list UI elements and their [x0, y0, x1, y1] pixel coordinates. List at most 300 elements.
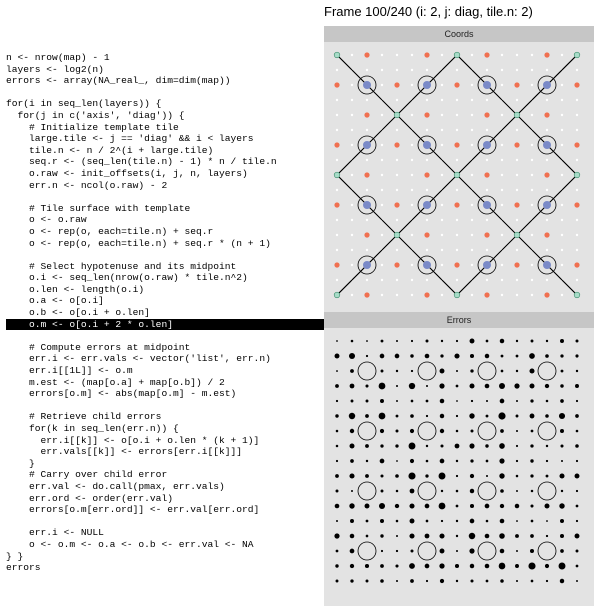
error-point [576, 520, 578, 522]
grid-dot [561, 144, 563, 146]
grid-dot [561, 234, 563, 236]
grid-dot [471, 294, 473, 296]
coords-plot [324, 42, 594, 320]
error-point [408, 472, 415, 479]
grid-dot [546, 69, 548, 71]
grid-dot [546, 129, 548, 131]
grid-dot [576, 114, 578, 116]
error-point [350, 459, 354, 463]
grid-dot [351, 129, 353, 131]
error-point [350, 549, 355, 554]
error-point [454, 353, 459, 358]
orange-point [334, 82, 339, 87]
error-point [576, 460, 578, 462]
green-point [454, 172, 460, 178]
grid-dot [381, 69, 383, 71]
grid-dot [351, 114, 353, 116]
grid-dot [381, 279, 383, 281]
grid-dot [396, 189, 398, 191]
grid-dot [336, 159, 338, 161]
blue-point [363, 201, 371, 209]
grid-dot [501, 294, 503, 296]
error-point [410, 459, 414, 463]
error-point [546, 520, 548, 522]
grid-dot [501, 174, 503, 176]
grid-dot [336, 69, 338, 71]
grid-dot [531, 114, 533, 116]
error-point [396, 580, 398, 582]
error-point [381, 550, 383, 552]
error-point [470, 339, 475, 344]
error-point [425, 504, 430, 509]
code-line: o.a <- o[o.i] [6, 295, 104, 307]
error-point [379, 413, 386, 420]
error-point [425, 534, 430, 539]
orange-point [544, 172, 549, 177]
grid-dot [531, 279, 533, 281]
grid-dot [381, 144, 383, 146]
grid-dot [441, 129, 443, 131]
code-line [6, 249, 324, 261]
error-point [410, 414, 414, 418]
grid-dot [351, 84, 353, 86]
error-point [366, 520, 369, 523]
blue-point [483, 81, 491, 89]
code-line: errors <- array(NA_real_, dim=dim(map)) [6, 75, 231, 87]
code-line: # Retrieve child errors [6, 411, 162, 423]
error-point [336, 550, 339, 553]
grid-dot [486, 159, 488, 161]
grid-dot [456, 234, 458, 236]
error-point [426, 580, 428, 582]
error-point [396, 385, 398, 387]
grid-dot [576, 129, 578, 131]
error-point [409, 443, 416, 450]
error-point [499, 473, 504, 478]
grid-dot [561, 249, 563, 251]
grid-dot [336, 189, 338, 191]
error-point [499, 533, 505, 539]
error-point [546, 580, 548, 582]
error-point [380, 459, 385, 464]
code-line: o <- rep(o, each=tile.n) + seq.r * (n + 1) [6, 237, 271, 249]
error-point [456, 415, 458, 417]
grid-dot [366, 159, 368, 161]
grid-dot [471, 114, 473, 116]
error-point [545, 414, 549, 418]
error-point [456, 385, 459, 388]
grid-dot [456, 99, 458, 101]
error-point [561, 490, 563, 492]
grid-dot [456, 129, 458, 131]
grid-dot [516, 279, 518, 281]
error-point [528, 562, 535, 569]
grid-dot [471, 144, 473, 146]
orange-point [484, 232, 489, 237]
error-ring [538, 422, 556, 440]
error-point [396, 340, 398, 342]
error-point [440, 414, 444, 418]
code-line: # Initialize template tile [6, 121, 179, 133]
error-point [516, 430, 518, 432]
grid-dot [336, 99, 338, 101]
error-point [440, 579, 444, 583]
error-point [440, 369, 445, 374]
error-point [546, 460, 548, 462]
error-point [349, 473, 354, 478]
grid-dot [561, 219, 563, 221]
grid-dot [516, 174, 518, 176]
orange-point [484, 112, 489, 117]
error-point [396, 370, 398, 372]
error-ring [478, 422, 496, 440]
orange-point [364, 292, 369, 297]
error-point [500, 504, 504, 508]
grid-dot [546, 189, 548, 191]
grid-dot [351, 294, 353, 296]
grid-dot [501, 144, 503, 146]
error-point [456, 580, 458, 582]
blue-point [363, 81, 371, 89]
error-ring [538, 482, 556, 500]
grid-dot [471, 129, 473, 131]
error-point [500, 399, 505, 404]
error-ring [478, 542, 496, 560]
orange-point [364, 172, 369, 177]
error-point [439, 563, 444, 568]
blue-point [543, 141, 551, 149]
error-point [335, 474, 339, 478]
code-line: o.i <- seq_len(nrow(o.raw) * tile.n^2) [6, 272, 248, 284]
orange-point [574, 262, 579, 267]
error-point [469, 383, 474, 388]
error-point [545, 384, 549, 388]
error-point [379, 503, 385, 509]
error-point [350, 429, 354, 433]
grid-dot [576, 159, 578, 161]
grid-dot [531, 264, 533, 266]
error-point [486, 460, 489, 463]
grid-dot [501, 84, 503, 86]
error-point [396, 550, 398, 552]
error-point [381, 340, 384, 343]
code-line: o.len <- length(o.i) [6, 283, 145, 295]
error-point [469, 533, 475, 539]
orange-point [514, 202, 519, 207]
grid-dot [366, 69, 368, 71]
blue-point [363, 261, 371, 269]
error-point [456, 505, 459, 508]
error-ring [478, 482, 496, 500]
error-point [561, 370, 564, 373]
grid-dot [471, 99, 473, 101]
grid-dot [351, 54, 353, 56]
grid-dot [576, 69, 578, 71]
error-point [335, 504, 340, 509]
grid-dot [501, 69, 503, 71]
error-point [426, 460, 429, 463]
coords-panel [324, 26, 594, 320]
green-point [394, 112, 400, 118]
error-point [576, 430, 579, 433]
orange-point [574, 82, 579, 87]
error-point [471, 400, 473, 402]
orange-point [514, 262, 519, 267]
error-point [411, 370, 413, 372]
grid-dot [456, 279, 458, 281]
grid-dot [396, 294, 398, 296]
error-point [576, 490, 578, 492]
error-point [516, 355, 519, 358]
error-point [470, 354, 474, 358]
green-point [454, 292, 460, 298]
grid-dot [426, 129, 428, 131]
grid-dot [456, 189, 458, 191]
error-point [530, 474, 533, 477]
grid-dot [516, 189, 518, 191]
error-point [560, 399, 564, 403]
error-point [560, 354, 563, 357]
code-line [6, 191, 324, 203]
grid-dot [531, 204, 533, 206]
error-point [456, 490, 459, 493]
grid-dot [381, 189, 383, 191]
error-point [380, 519, 384, 523]
error-point [366, 400, 369, 403]
grid-dot [426, 219, 428, 221]
grid-dot [516, 294, 518, 296]
grid-dot [456, 219, 458, 221]
error-point [351, 490, 353, 492]
code-line: err.i <- err.vals <- vector('list', err.n) [6, 353, 271, 365]
error-point [456, 400, 458, 402]
error-point [426, 415, 428, 417]
error-point [380, 534, 383, 537]
error-point [410, 354, 413, 357]
code-line: err.i <- NULL [6, 527, 104, 539]
grid-dot [576, 249, 578, 251]
grid-dot [456, 114, 458, 116]
error-point [336, 460, 338, 462]
green-point [574, 52, 580, 58]
error-point [336, 400, 338, 402]
grid-dot [531, 294, 533, 296]
code-line: o <- o.raw [6, 214, 87, 226]
error-point [560, 534, 564, 538]
error-point [469, 443, 474, 448]
error-point [500, 519, 505, 524]
error-point [545, 354, 549, 358]
error-point [439, 503, 446, 510]
error-point [336, 445, 339, 448]
grid-dot [531, 69, 533, 71]
error-point [349, 353, 355, 359]
error-point [500, 339, 505, 344]
code-line: large.tile <- j == 'diag' && i < layers [6, 133, 254, 145]
grid-dot [561, 294, 563, 296]
error-point [366, 355, 368, 357]
error-ring [418, 482, 436, 500]
error-point [365, 504, 370, 509]
grid-dot [426, 189, 428, 191]
error-point [470, 474, 474, 478]
error-point [561, 460, 563, 462]
error-point [336, 340, 338, 342]
error-point [516, 475, 519, 478]
code-line: # Tile surface with template [6, 202, 191, 214]
error-point [335, 354, 340, 359]
error-point [396, 430, 399, 433]
error-point [456, 475, 458, 477]
orange-point [424, 292, 429, 297]
error-point [499, 458, 504, 463]
error-point [560, 549, 564, 553]
grid-dot [336, 219, 338, 221]
grid-dot [351, 204, 353, 206]
grid-dot [366, 99, 368, 101]
grid-dot [486, 249, 488, 251]
orange-point [394, 82, 399, 87]
code-line: } } [6, 550, 24, 562]
grid-dot [411, 189, 413, 191]
grid-dot [411, 69, 413, 71]
error-point [576, 550, 579, 553]
error-point [560, 519, 564, 523]
blue-point [483, 201, 491, 209]
error-ring [418, 542, 436, 560]
error-point [425, 564, 430, 569]
error-point [560, 444, 563, 447]
error-point [410, 549, 413, 552]
orange-point [454, 262, 459, 267]
code-line: # Compute errors at midpoint [6, 341, 191, 353]
code-line: err.val <- do.call(pmax, err.vals) [6, 480, 225, 492]
orange-point [424, 112, 429, 117]
grid-dot [396, 69, 398, 71]
grid-dot [336, 129, 338, 131]
blue-point [423, 81, 431, 89]
code-line: for(k in seq_len(err.n)) { [6, 423, 179, 434]
grid-dot [531, 189, 533, 191]
grid-dot [501, 279, 503, 281]
orange-point [544, 52, 549, 57]
error-ring [418, 422, 436, 440]
grid-dot [531, 159, 533, 161]
error-point [516, 520, 518, 522]
blue-point [543, 261, 551, 269]
error-point [470, 564, 474, 568]
grid-dot [366, 249, 368, 251]
error-point [516, 340, 518, 342]
error-point [336, 490, 339, 493]
error-point [349, 443, 354, 448]
grid-dot [381, 54, 383, 56]
error-point [470, 519, 475, 524]
error-point [576, 505, 579, 508]
grid-dot [411, 234, 413, 236]
grid-dot [396, 279, 398, 281]
error-point [456, 535, 458, 537]
error-point [380, 579, 384, 583]
error-point [335, 384, 339, 388]
orange-point [334, 142, 339, 147]
green-point [574, 292, 580, 298]
error-point [426, 340, 429, 343]
orange-point [544, 232, 549, 237]
grid-dot [411, 159, 413, 161]
error-point [530, 399, 533, 402]
error-point [440, 444, 443, 447]
error-point [546, 400, 549, 403]
error-point [515, 534, 519, 538]
error-point [440, 459, 445, 464]
coords-panel-title: Coords [324, 26, 594, 42]
error-point [485, 564, 490, 569]
grid-dot [486, 219, 488, 221]
error-point [546, 475, 549, 478]
code-listing [6, 52, 324, 574]
error-point [576, 580, 578, 582]
grid-dot [576, 219, 578, 221]
grid-dot [486, 69, 488, 71]
error-point [485, 354, 489, 358]
error-point [441, 520, 443, 522]
error-point [336, 430, 339, 433]
error-ring [358, 542, 376, 560]
error-ring [538, 542, 556, 560]
error-point [469, 548, 474, 553]
grid-dot [576, 99, 578, 101]
grid-dot [546, 219, 548, 221]
error-point [365, 474, 369, 478]
error-point [410, 579, 414, 583]
grid-dot [456, 69, 458, 71]
errors-panel-title: Errors [324, 312, 594, 328]
grid-dot [441, 114, 443, 116]
error-point [531, 340, 534, 343]
code-line: err.i[[1L]] <- o.m [6, 365, 133, 377]
grid-dot [471, 54, 473, 56]
grid-dot [471, 219, 473, 221]
grid-dot [351, 219, 353, 221]
error-point [529, 368, 534, 373]
error-point [439, 533, 444, 538]
error-point [426, 385, 428, 387]
error-point [516, 550, 518, 552]
orange-point [454, 82, 459, 87]
error-point [575, 384, 579, 388]
error-point [380, 474, 383, 477]
errors-plot [324, 328, 594, 606]
grid-dot [531, 144, 533, 146]
error-point [516, 490, 518, 492]
orange-point [364, 232, 369, 237]
error-point [486, 400, 488, 402]
error-point [336, 580, 339, 583]
error-point [395, 444, 398, 447]
error-point [500, 429, 504, 433]
error-point [456, 550, 458, 552]
grid-dot [381, 264, 383, 266]
error-point [426, 520, 429, 523]
error-point [380, 399, 384, 403]
error-point [575, 474, 580, 479]
blue-point [423, 141, 431, 149]
code-line: o.raw <- init_offsets(i, j, n, layers) [6, 167, 248, 179]
error-point [350, 564, 354, 568]
grid-dot [411, 144, 413, 146]
grid-dot [411, 174, 413, 176]
